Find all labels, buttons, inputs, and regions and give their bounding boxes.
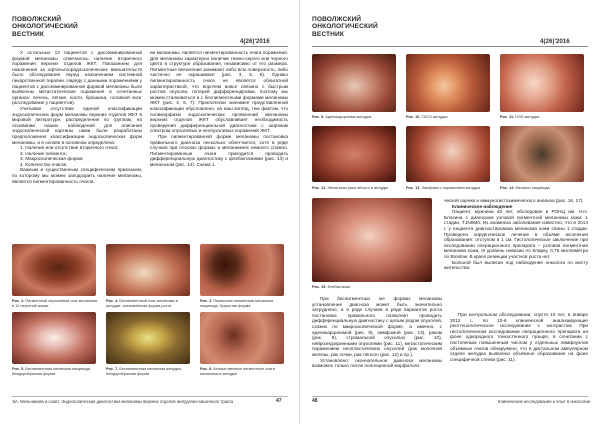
section-heading: Клиническое наблюдение — [452, 203, 513, 209]
figure-caption: Рис. 13. Лимфома с поражением желудка — [406, 186, 481, 190]
paragraph: Больной был выписан под наблюдение онколога по месту жительства. — [444, 259, 588, 271]
figure-caption: Рис. 8. Множественные пигментные очаги меланомы в желудке — [200, 367, 275, 376]
figure-caption: Рис. 14. Меланоз пищевода — [500, 186, 550, 190]
figure-caption: Рис. 10. ГИСО желудка — [406, 115, 448, 119]
endoscopy-photo — [200, 244, 284, 296]
paragraph: Пациент, мужчина 40 лет, обследован в РОНЦ им. Н.Н. Блохина с диагнозом узловой пигментной меланомы кожи: 1 стадии, T1N0M0. Из анамнеза заболевания известно, что в 2013 г. у пациента диагностирована меланома кожи спины 1 стадии. Проведено хирургическое лечение в объёме иссечения образования: отступом в 1 см. Гистологическое заключение при исследовании операционного препарата – узловая пигментная меланома кожи, III уровень инвазии по Кларку, 0,75 миллиметра по Breslow. В краях резекции участков роста нет. — [444, 209, 588, 259]
issue-number: 4(26)'2016 — [540, 38, 570, 45]
page-number: 48 — [312, 398, 318, 404]
endoscopy-photo — [500, 126, 584, 182]
paragraph: При контрольном обследовании, спустя 10 лет, в январе 2012 г., по 10-й клинической анализирующие рентгенологическое исследование с контрастом. При гистологическом исследовании операционного препарата на фоне однородного тонкостенного пузыря, в сочетании с постоянным повышенным числом у отдельных лимфоузлов объёмных очагов обнаружено, что в дистальном ампулярном отделе желудка выявлено объёмное образование на фоне специфичной стенки (рис. 11). — [450, 312, 588, 362]
issue-number: 4(26)'2016 — [240, 38, 270, 45]
footer-divider — [312, 396, 588, 397]
paragraph: При пигментированной форме меланомы постановка правильного диагноза несколько облегчается, хотя в ряде случаев при плоских формах и меланемиях немного сложно. Пигментированные очаги приходится проводить дифференциальную диагностику с флебэктазиями (рис. 13) и меланозом (рис. 14). Схема 1. — [150, 133, 288, 167]
right-column-text — [450, 312, 588, 362]
endoscopy-photo — [12, 312, 96, 364]
endoscopy-photo — [312, 54, 396, 112]
endoscopy-photo — [312, 126, 396, 182]
right-column-text — [444, 198, 588, 271]
paragraph: У остальных 13 пациентов с диссеминированной формой меланомы отмечалось наличие вторичного поражения верхних отделов ЖКТ. Показанием для назначения за офтальгоорадоскопических вмешательств было обследование перед назначением системной лекарственной терапии. Наряду с данными поражениями у пациентов с диссеминированной формой меланомы были выявлены метастатические поражения в сочетанных органах: печень, лёгкие, кости, брюшина, головной мозг (исследование у пациентов). — [12, 50, 142, 106]
figure-caption: Рис. 11. НЭО желудка — [500, 115, 540, 119]
figure-caption: Рис. 2. Пигментный опухолевый очаг меланомы в 12-перстной кишке — [12, 299, 98, 308]
paragraph: ие меланомы, является пигментированность очага поражения. Для меланомы характерно наличие темно-серого или черного цвета в структуре образования, независимо от его размера. Пигментные включения занимают либо всю поверхность, либо частично ее окрашивают (рис. 3, 5, 8). Однако пигментированность очага не является облигатной характеристикой, что впрочем вовсе связано с быстрым ростом опухоли, потерей дифференцировки, поэтому мы можем сталкиваться и с беспигментными формами меланомы ЖКТ (рис. 4, 6, 7). Практически значимее представленной классификации обусловлено, на наш взгляд, тем фактом, что полиморфизм эндоскопических проявлений меланомы верхних отделов ЖКТ обуславливает необходимость проведения дифференциальной диагностики с широким спектром опухолевых и неопухолевых поражений ЖКТ. — [150, 50, 288, 134]
header-divider — [12, 46, 288, 47]
endoscopy-photo — [200, 312, 284, 364]
page-number: 47 — [276, 398, 282, 404]
figure-caption: Рис. 12. Метастазы рака лёгкого в желудке — [312, 186, 389, 190]
right-page — [300, 0, 600, 424]
endoscopy-photo — [106, 312, 190, 364]
list-item: 3. Макроскопическая форма; — [20, 156, 84, 162]
list-item: 2. Наличие пигмента; — [20, 150, 67, 156]
figure-caption: Рис. 7. Беспигментная меланома желудка, блюдцеобразная форма — [106, 367, 182, 376]
endoscopy-photo — [106, 244, 190, 296]
figure-caption: Рис. 4. Беспигментный очаг меланомы в желудке, изъязвлённая форма роста — [106, 299, 179, 308]
endoscopy-photo — [312, 198, 432, 282]
paragraph: При беспигментных же формах меланомы установление диагноза может быть значительно затруднено, а в ряде случаев в ряде вариантов роста постановка правильного позволяет проводить дифференциальную диагностику с целым рядом опухолей, схожих по макроскопической форме, а именно, с аденокарциномой (рис. 9), лимфомой (рис. 13), раком (рис. 9), стромальной опухолью (рис. 10), нейроэндокринными опухолями (рис. 11), метастатическим поражением неопластических опухолей (рак молочной железы, рак почки, рак лёгкого (рис. 12) и пр.). — [312, 296, 442, 357]
endoscopy-photo — [406, 126, 490, 182]
endoscopy-photo — [406, 54, 490, 112]
running-footer: ЭА. Мельникова и соавт. Эндоскопическая диагностика меланомы верхних отделов желудочно-кишечного тракта — [12, 399, 234, 404]
endoscopy-photo — [500, 54, 584, 112]
list-item: 4. Количество очагов. — [20, 161, 68, 167]
figure-caption: Рис. 15. Флебэктазия — [312, 285, 350, 289]
paragraph: ческой оценки и иммуногистохимического анализа (рис. 16, 17). — [444, 198, 584, 203]
endoscopy-photo — [12, 244, 96, 296]
figure-caption: Рис. 9. Аденокарцинома желудка — [312, 115, 372, 119]
journal-title: ПОВОЛЖСКИЙ ОНКОЛОГИЧЕСКИЙ ВЕСТНИК — [12, 16, 78, 38]
list-item: 1. Наличие или отсутствие вторичного очага; — [20, 145, 119, 151]
running-footer: Клинические исследования и опыт в онкологии — [497, 399, 590, 404]
header-divider — [312, 46, 588, 47]
left-column-text — [312, 296, 442, 369]
paragraph: Учитывая отсутствие единой классификации эндоскопических форм меланомы верхних отделов ЖКТ в мировой литературе, распределение по группам, на основании наших наблюдений для описания эндоскопической картины нами были разработаны предположения классификации эндоскопических форм меланомы, и в основе в основном определена: — [12, 105, 142, 145]
left-column-text — [12, 50, 142, 184]
paragraph: Важным и существенным специфическим признаком, по которому мы можем заподозрить наличие меланомы, является пигментированность очагов. — [12, 167, 142, 184]
figure-caption: Рис. 5. Беспигментная меланома пищевода, блюдцеобразная форма — [12, 367, 91, 376]
footer-divider — [12, 396, 288, 397]
right-column-text — [150, 50, 288, 167]
figure-caption: Рис. 3. Первичная пигментная меланома пищевода, бугристая форма — [200, 299, 274, 308]
paragraph: Установлено: окончательное диагноза меланомы возможно только после полноценной морфологи- — [312, 357, 442, 369]
journal-title: ПОВОЛЖСКИЙ ОНКОЛОГИЧЕСКИЙ ВЕСТНИК — [312, 16, 378, 38]
